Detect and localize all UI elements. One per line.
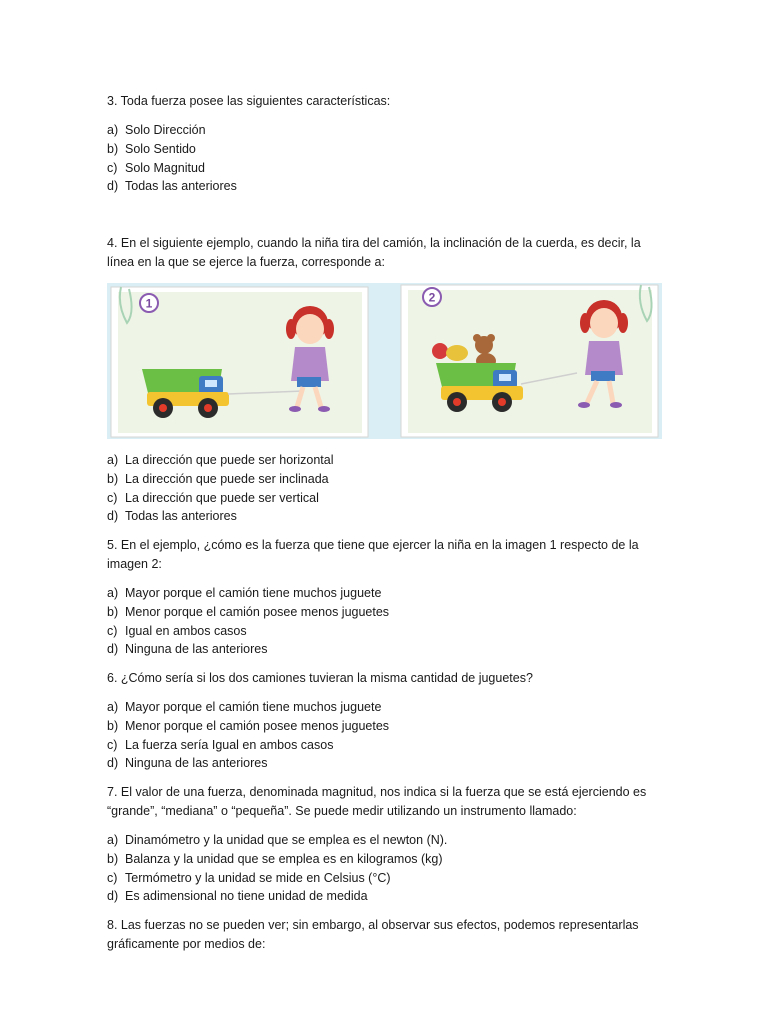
option xyxy=(107,869,667,888)
option-text: La dirección que puede ser horizontal xyxy=(125,453,334,467)
question-6: 6. ¿Cómo sería si los dos camiones tuvieran la misma cantidad de juguetes? xyxy=(107,671,533,685)
option xyxy=(107,159,667,178)
option-key: b) xyxy=(107,718,119,733)
option-key: c) xyxy=(107,623,118,638)
panel-1-number: 1 xyxy=(145,296,153,311)
option xyxy=(107,640,667,659)
wheel-hub xyxy=(204,404,212,412)
option xyxy=(107,850,667,869)
option-text: Dinamómetro y la unidad que se emplea es el newton (N). xyxy=(125,833,448,847)
girl-pigtail xyxy=(618,313,628,333)
option-key: d) xyxy=(107,642,119,657)
option-text: Solo Dirección xyxy=(125,123,206,137)
option-text: La fuerza sería Igual en ambos casos xyxy=(125,737,334,752)
option-text: Todas las anteriores xyxy=(125,179,237,194)
teddy-bear-ear xyxy=(487,334,495,342)
truck-window xyxy=(205,380,217,387)
girl-shorts xyxy=(297,377,321,387)
question-8: 8. Las fuerzas no se pueden ver; sin embargo, al observar sus efectos, podemos representarlas gráficamente por medios de: xyxy=(107,918,639,951)
option xyxy=(107,140,667,159)
option-key: d) xyxy=(107,756,119,771)
option-key: a) xyxy=(107,123,119,137)
girl-pigtail xyxy=(580,313,590,333)
girl-jacket xyxy=(585,341,623,375)
option xyxy=(107,622,667,641)
girl-pigtail xyxy=(286,319,296,339)
question-6-options xyxy=(107,698,667,773)
option-key: d) xyxy=(107,509,119,524)
option-text: Menor porque el camión posee menos juguetes xyxy=(125,604,390,619)
option xyxy=(107,121,667,140)
option-text: Igual en ambos casos xyxy=(125,623,247,638)
option-key: c) xyxy=(107,160,118,175)
girl-shoe xyxy=(289,406,301,412)
girl-pigtail xyxy=(324,319,334,339)
option-text: Solo Sentido xyxy=(125,141,196,156)
teddy-bear-ear xyxy=(473,334,481,342)
option xyxy=(107,603,667,622)
option xyxy=(107,507,667,526)
option-key: b) xyxy=(107,604,119,619)
question-7-options xyxy=(107,831,667,906)
option-key: d) xyxy=(107,179,119,194)
wheel-hub xyxy=(453,398,461,406)
option-text: Mayor porque el camión tiene muchos juguete xyxy=(125,700,382,714)
option-key: a) xyxy=(107,453,119,467)
option-text: Termómetro y la unidad se mide en Celsius (°C) xyxy=(125,870,391,885)
option xyxy=(107,698,667,717)
option-text: Todas las anteriores xyxy=(125,509,237,524)
illustration-svg xyxy=(107,281,662,441)
option xyxy=(107,451,667,470)
girl-shoe xyxy=(578,402,590,408)
truck-window xyxy=(499,374,511,381)
girl-jacket xyxy=(291,347,329,381)
toy xyxy=(432,343,448,359)
wheel-hub xyxy=(498,398,506,406)
option-key: b) xyxy=(107,471,119,486)
option xyxy=(107,489,667,508)
option xyxy=(107,887,667,906)
option-text: Ninguna de las anteriores xyxy=(125,642,268,657)
question-3-options xyxy=(107,121,667,196)
panel-2-number: 2 xyxy=(428,290,436,305)
option-key: a) xyxy=(107,833,119,847)
option xyxy=(107,177,667,196)
option xyxy=(107,584,667,603)
option-text: La dirección que puede ser inclinada xyxy=(125,471,329,486)
toy xyxy=(446,345,468,361)
girl-shorts xyxy=(591,371,615,381)
girl-shoe xyxy=(610,402,622,408)
option-text: Solo Magnitud xyxy=(125,160,205,175)
question-4: 4. En el siguiente ejemplo, cuando la niña tira del camión, la inclinación de la cuerda, es decir, la línea en la que se ejerce la fuerza, corresponde a: xyxy=(107,236,641,269)
question-3: 3. Toda fuerza posee las siguientes características: xyxy=(107,94,391,108)
question-4-options xyxy=(107,451,667,526)
truck-illustration xyxy=(107,281,662,441)
option-text: Es adimensional no tiene unidad de medida xyxy=(125,889,368,904)
option-key: a) xyxy=(107,700,119,714)
option-key: b) xyxy=(107,851,119,866)
question-7: 7. El valor de una fuerza, denominada magnitud, nos indica si la fuerza que se está ejerciendo es “grande”, “mediana” o “pequeña”. Se puede medir utilizando un instrumento llamado: xyxy=(107,785,647,818)
option-text: Ninguna de las anteriores xyxy=(125,756,268,771)
option-text: Balanza y la unidad que se emplea es en kilogramos (kg) xyxy=(125,851,443,866)
option-key: a) xyxy=(107,586,119,600)
question-5-options xyxy=(107,584,667,659)
option xyxy=(107,754,667,773)
question-5: 5. En el ejemplo, ¿cómo es la fuerza que tiene que ejercer la niña en la imagen 1 respecto de la imagen 2: xyxy=(107,538,639,571)
option xyxy=(107,736,667,755)
girl-face xyxy=(590,308,618,338)
panel-1 xyxy=(111,287,368,437)
option xyxy=(107,470,667,489)
wheel-hub xyxy=(159,404,167,412)
option-key: d) xyxy=(107,889,119,904)
option-key: c) xyxy=(107,490,118,505)
girl-face xyxy=(296,314,324,344)
option-key: c) xyxy=(107,870,118,885)
option-text: Mayor porque el camión tiene muchos juguete xyxy=(125,586,382,600)
girl-shoe xyxy=(318,406,330,412)
option xyxy=(107,717,667,736)
option xyxy=(107,831,667,850)
option-key: b) xyxy=(107,141,119,156)
option-key: c) xyxy=(107,737,118,752)
panel-2 xyxy=(401,285,658,437)
option-text: Menor porque el camión posee menos juguetes xyxy=(125,718,390,733)
option-text: La dirección que puede ser vertical xyxy=(125,490,319,505)
